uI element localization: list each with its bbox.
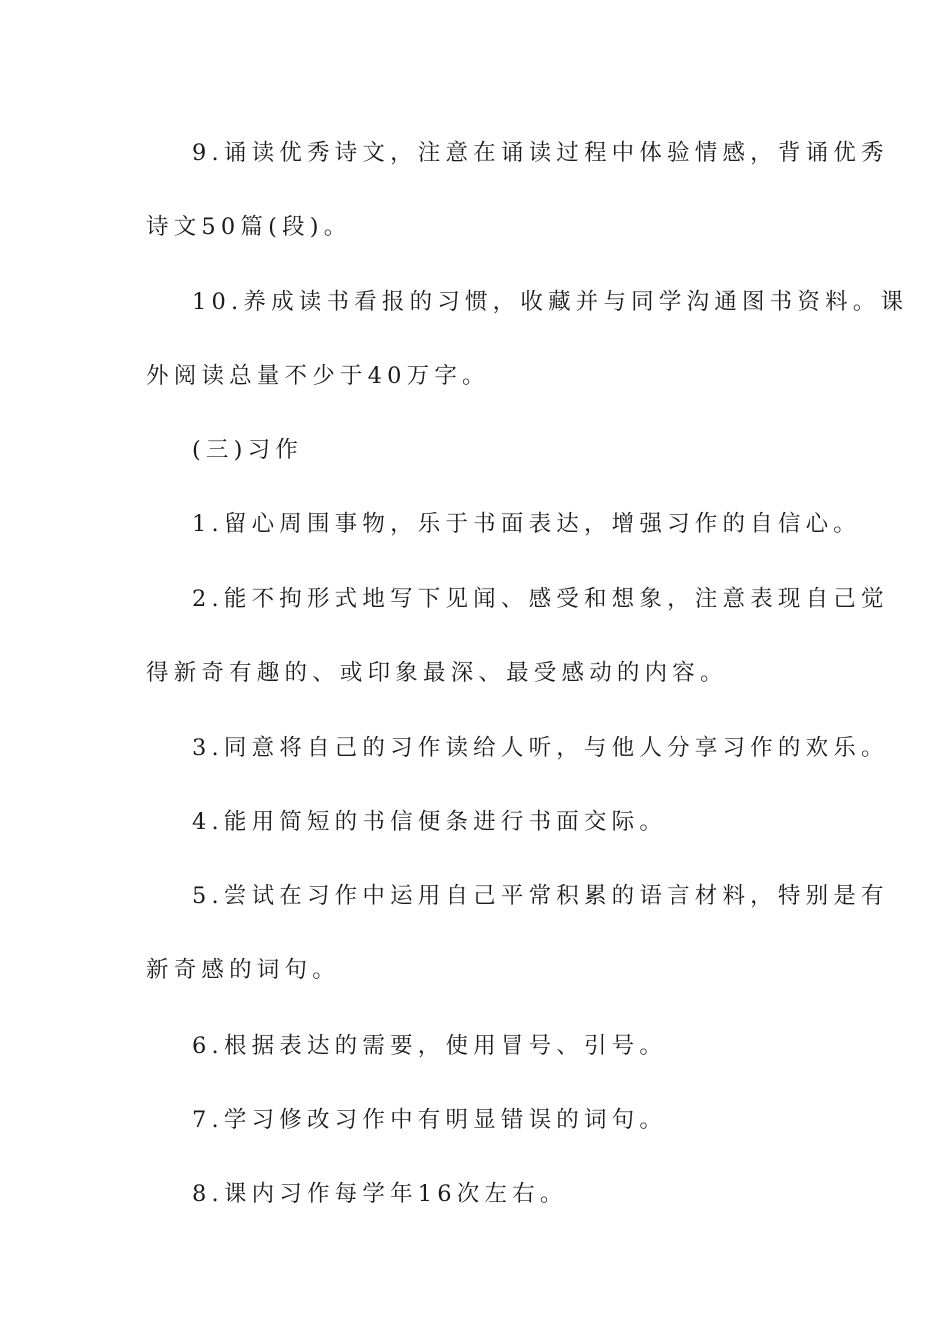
paragraph-10-line-2: 外阅读总量不少于40万字。 [146,363,490,389]
item-5-line-1: 5.尝试在习作中运用自己平常积累的语言材料，特别是有 [192,883,889,909]
item-2-line-2: 得新奇有趣的、或印象最深、最受感动的内容。 [146,660,728,686]
item-2-line-1: 2.能不拘形式地写下见闻、感受和想象，注意表现自己觉 [192,586,889,612]
item-7: 7.学习修改习作中有明显错误的词句。 [192,1107,668,1133]
paragraph-10-line-1: 10.养成读书看报的习惯，收藏并与同学沟通图书资料。课 [192,289,909,315]
item-6: 6.根据表达的需要，使用冒号、引号。 [192,1033,668,1059]
item-4: 4.能用简短的书信便条进行书面交际。 [192,809,668,835]
item-5-line-2: 新奇感的词句。 [146,957,340,983]
item-1: 1.留心周围事物，乐于书面表达，增强习作的自信心。 [192,511,861,537]
paragraph-9-line-1: 9.诵读优秀诗文，注意在诵读过程中体验情感，背诵优秀 [192,140,889,166]
item-8: 8.课内习作每学年16次左右。 [192,1181,568,1207]
section-heading-xizuo: (三)习作 [192,437,304,463]
item-3: 3.同意将自己的习作读给人听，与他人分享习作的欢乐。 [192,735,889,761]
paragraph-9-line-2: 诗文50篇(段)。 [146,214,352,240]
